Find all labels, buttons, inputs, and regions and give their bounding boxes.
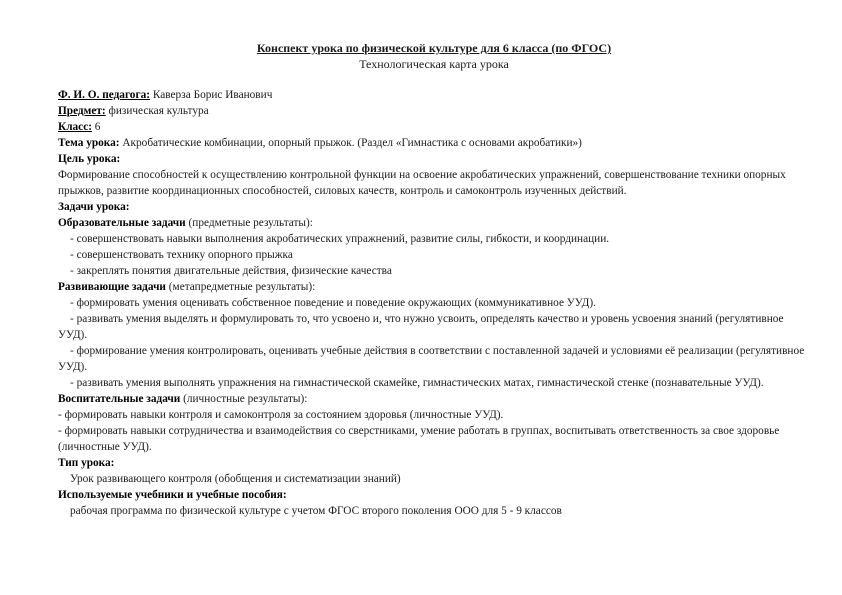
document-page xyxy=(58,40,810,519)
developing-item: - формировать умения оценивать собственное поведение и поведение окружающих (коммуникативное УУД). xyxy=(70,297,596,309)
educational-item: - совершенствовать навыки выполнения акробатических упражнений, развитие силы, гибкости, и координации. xyxy=(70,233,610,245)
grade-value: 6 xyxy=(91,121,101,133)
document-subtitle: Технологическая карта урока xyxy=(359,57,509,71)
upbringing-item: - формировать навыки сотрудничества и взаимодействия со сверстниками, умение работать в группах, воспитывать ответственность за свое здоровье (личностные УУД). xyxy=(58,425,780,453)
lesson-type-value: Урок развивающего контроля (обобщения и систематизации знаний) xyxy=(70,473,401,485)
document-title: Конспект урока по физической культуре для 6 класса (по ФГОС) xyxy=(256,41,612,55)
subject-line xyxy=(58,103,810,119)
educational-item: - совершенствовать технику опорного прыжка xyxy=(70,249,293,261)
subject-value: физическая культура xyxy=(105,105,209,117)
teacher-label: Ф. И. О. педагога: xyxy=(58,89,150,101)
textbooks-value: рабочая программа по физической культуре с учетом ФГОС второго поколения ООО для 5 - 9 классов xyxy=(70,505,562,517)
teacher-value: Каверза Борис Иванович xyxy=(150,89,273,101)
topic-line xyxy=(58,135,810,151)
grade-line xyxy=(58,119,810,135)
subject-label: Предмет: xyxy=(58,105,106,117)
educational-heading xyxy=(58,215,810,231)
developing-item: - формирование умения контролировать, оценивать учебные действия в соответствии с поставленной задачей и условиями её реализации (регулятивное УУД). xyxy=(58,345,805,373)
textbooks-label: Используемые учебники и учебные пособия: xyxy=(58,489,287,501)
developing-heading xyxy=(58,279,810,295)
grade-label: Класс: xyxy=(58,121,92,133)
developing-note: (метапредметные результаты): xyxy=(165,281,316,293)
upbringing-label: Воспитательные задачи xyxy=(58,393,181,405)
topic-label: Тема урока: xyxy=(58,137,120,149)
lesson-type-label: Тип урока: xyxy=(58,457,115,469)
developing-item: - развивать умения выполнять упражнения на гимнастической скамейке, гимнастических матах, гимнастической стенке (познавательные УУД). xyxy=(70,377,764,389)
teacher-line xyxy=(58,87,810,103)
topic-value: Акробатические комбинации, опорный прыжок. (Раздел «Гимнастика с основами акробатики») xyxy=(119,137,582,149)
upbringing-note: (личностные результаты): xyxy=(180,393,308,405)
goal-label: Цель урока: xyxy=(58,153,121,165)
tasks-label: Задачи урока: xyxy=(58,201,130,213)
upbringing-item: - формировать навыки контроля и самоконтроля за состоянием здоровья (личностные УУД). xyxy=(58,409,504,421)
goal-text: Формирование способностей к осуществлению контрольной функции на освоение акробатических упражнений, совершенствование техники опорных прыжков, развитие координационных способностей, силовых качеств, контроль и самоконтроль изученных действий. xyxy=(58,169,786,197)
educational-item: - закреплять понятия двигательные действия, физические качества xyxy=(70,265,392,277)
meta-block xyxy=(58,87,810,135)
developing-item: - развивать умения выделять и формулировать то, что усвоено и, что нужно усвоить, определять качество и уровень усвоения знаний (регулятивное УУД). xyxy=(58,313,784,341)
educational-note: (предметные результаты): xyxy=(185,217,313,229)
upbringing-heading xyxy=(58,391,810,407)
educational-label: Образовательные задачи xyxy=(58,217,186,229)
developing-label: Развивающие задачи xyxy=(58,281,166,293)
